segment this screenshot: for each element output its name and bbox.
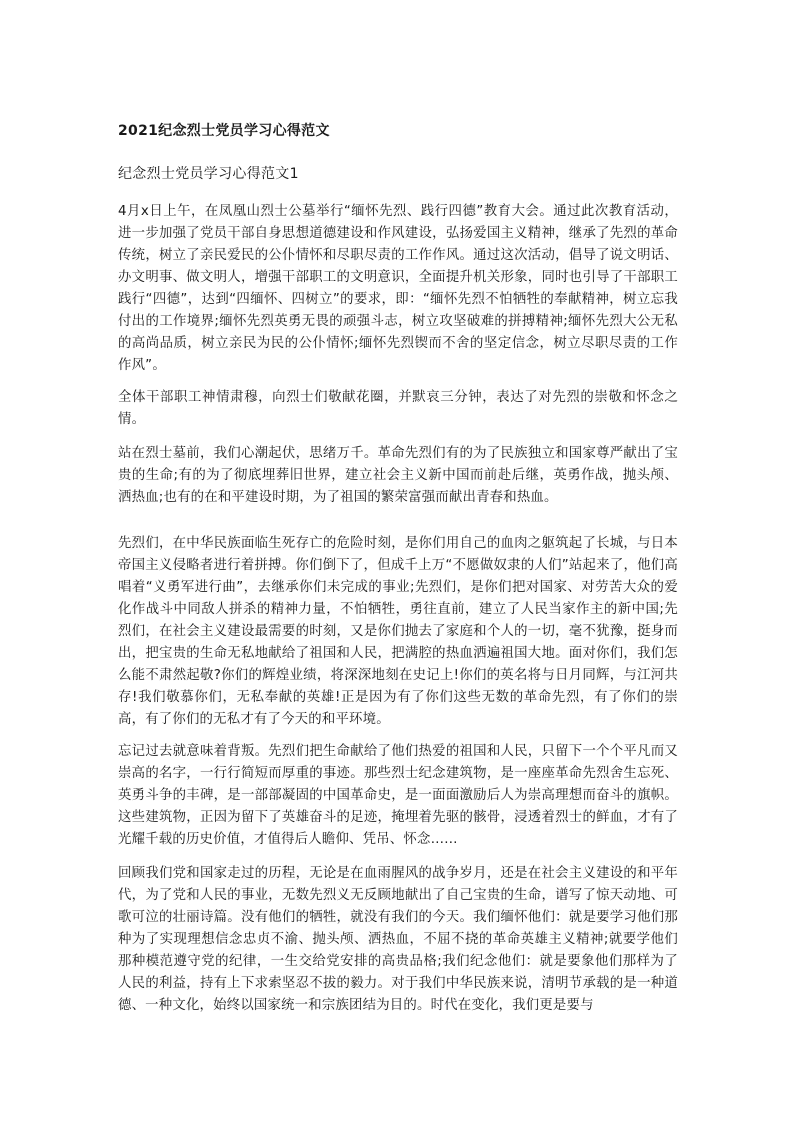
document-title: 2021纪念烈士党员学习心得范文 — [118, 123, 330, 139]
paragraph: 站在烈士墓前，我们心潮起伏，思绪万千。革命先烈们有的为了民族独立和国家尊严献出了宝贵的生命;有的为了彻底埋葬旧世界，建立社会主义新中国而前赴后继，英勇作战，抛头颅、洒热血;也有的在和平建设时期，为了祖国的繁荣富强而献出青春和热血。 — [118, 446, 678, 505]
paragraph: 4月x日上午，在凤凰山烈士公墓举行“缅怀先烈、践行四德”教育大会。通过此次教育活动，进一步加强了党员干部自身思想道德建设和作风建设，弘扬爱国主义精神，继承了先烈的革命传统，树立了亲民爱民的公仆情怀和尽职尽责的工作作风。通过这次活动，倡导了说文明话、办文明事、做文明人，增强干部职工的文明意识，全面提升机关形象，同时也引导了干部职工践行“四德”，达到“四缅怀、四树立”的要求，即：“缅怀先烈不怕牺牲的奉献精神，树立忘我付出的工作境界;缅怀先烈英勇无畏的顽强斗志，树立攻坚破难的拼搏精神;缅怀先烈大公无私的高尚品质，树立亲民为民的公仆情怀;缅怀先烈锲而不舍的坚定信念，树立尽职尽责的工作作风”。 — [118, 204, 678, 373]
paragraph: 先烈们，在中华民族面临生死存亡的危险时刻，是你们用自己的血肉之躯筑起了长城，与日本帝国主义侵略者进行着拼搏。你们倒下了，但成千上万“不愿做奴隶的人们”站起来了，他们高唱着“义勇军进行曲”，去继承你们未完成的事业;先烈们，是你们把对国家、对劳苦大众的爱化作战斗中同敌人拼杀的精神力量，不怕牺牲，勇往直前，建立了人民当家作主的新中国;先烈们，在社会主义建设最需要的时刻，又是你们抛去了家庭和个人的一切，毫不犹豫，挺身而出，把宝贵的生命无私地献给了祖国和人民，把满腔的热血洒遍祖国大地。面对你们，我们怎么能不肃然起敬?你们的辉煌业绩，将深深地刻在史记上!你们的英名将与日月同辉，与江河共存!我们敬慕你们，无私奉献的英雄!正是因为有了你们这些无数的革命先烈，有了你们的崇高，有了你们的无私才有了今天的和平环境。 — [118, 536, 678, 727]
paragraph: 忘记过去就意味着背叛。先烈们把生命献给了他们热爱的祖国和人民，只留下一个个平凡而又崇高的名字，一行行简短而厚重的事迹。那些烈士纪念建筑物，是一座座革命先烈舍生忘死、英勇斗争的丰碑，是一部部凝固的中国革命史，是一面面激励后人为崇高理想而奋斗的旗帜。这些建筑物，正因为留下了英雄奋斗的足迹，掩埋着先驱的骸骨，浸透着烈士的鲜血，才有了光耀千载的历史价值，才值得后人瞻仰、凭吊、怀念…… — [118, 744, 678, 847]
paragraph: 全体干部职工神情肃穆，向烈士们敬献花圈，并默哀三分钟，表达了对先烈的崇敬和怀念之情。 — [118, 390, 678, 427]
section-title: 纪念烈士党员学习心得范文1 — [118, 166, 299, 182]
paragraph: 回顾我们党和国家走过的历程，无论是在血雨腥风的战争岁月，还是在社会主义建设的和平年代，为了党和人民的事业，无数先烈义无反顾地献出了自己宝贵的生命，谱写了惊天动地、可歌可泣的壮丽诗篇。没有他们的牺牲，就没有我们的今天。我们缅怀他们：就是要学习他们那种为了实现理想信念忠贞不渝、抛头颅、洒热血，不屈不挠的革命英雄主义精神;就要学他们那种模范遵守党的纪律，一生交给党安排的高贵品格;我们纪念他们：就是要象他们那样为了人民的利益，持有上下求索坚忍不拔的毅力。对于我们中华民族来说，清明节承载的是一种道德、一种文化，始终以国家统一和宗族团结为目的。时代在变化，我们更是要与 — [118, 866, 678, 1013]
